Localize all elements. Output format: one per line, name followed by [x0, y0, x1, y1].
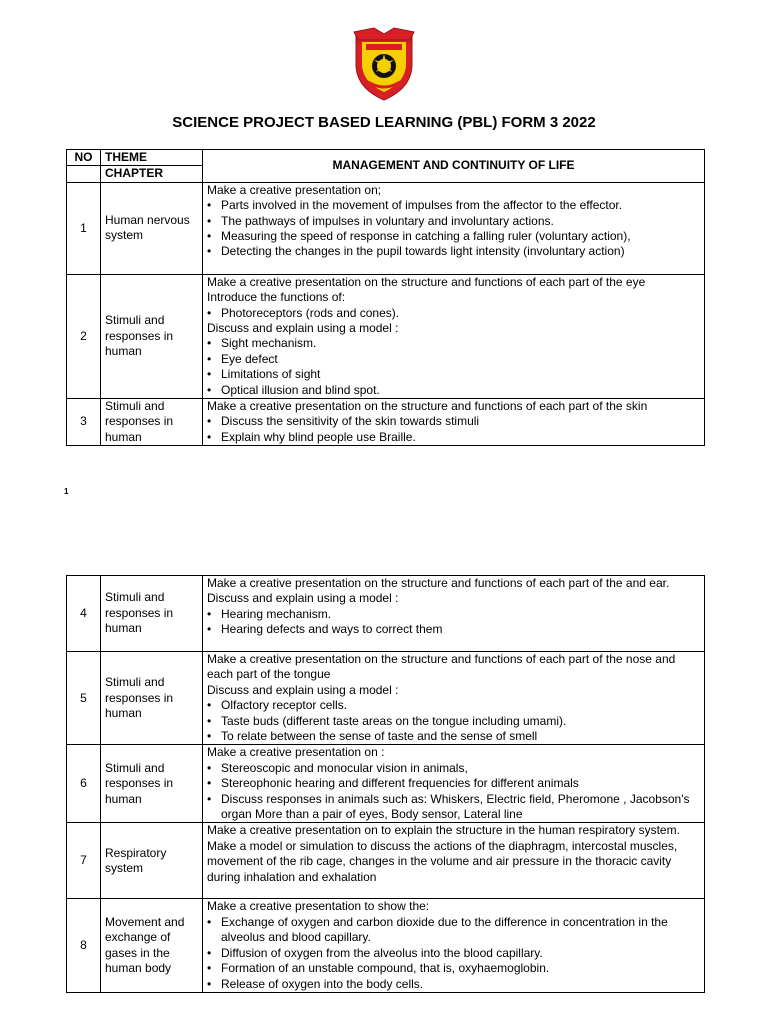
bullet-item: • Hearing mechanism. [207, 607, 701, 622]
bullet-item: • Explain why blind people use Braille. [207, 430, 701, 445]
bullet-item: • Release of oxygen into the body cells. [207, 977, 701, 992]
row-number: 4 [67, 576, 101, 652]
table-body [67, 150, 705, 446]
chapter-cell: Stimuli and responses in human [101, 745, 203, 823]
instruction-text: Introduce the functions of: [207, 290, 346, 305]
chapter-cell: Human nervous system [101, 182, 203, 274]
bullet-list [207, 698, 701, 744]
instruction-text: Make a model or simulation to discuss the actions of the diaphragm, intercostal muscles, movement of the rib cage, changes in the volume and air pressure in the thoracic cavity during inhalation and exhalation [207, 838, 678, 884]
row-number: 3 [67, 399, 101, 446]
bullet-item: • Hearing defects and ways to correct them [207, 622, 701, 637]
header-row [67, 150, 705, 166]
instruction-text: Make a creative presentation on the structure and functions of each part of the and ear. [207, 576, 670, 590]
header-blank [67, 166, 101, 182]
chapter-cell: Respiratory system [101, 823, 203, 899]
school-crest-logo [352, 26, 416, 102]
bullet-list [207, 306, 701, 321]
chapter-cell: Stimuli and responses in human [101, 399, 203, 446]
bullet-list [207, 198, 701, 260]
bullet-list [207, 414, 701, 445]
page-number: 1 [64, 487, 69, 496]
bullet-item: • Measuring the speed of response in catching a falling ruler (voluntary action), [207, 229, 701, 244]
bullet-item: • Photoreceptors (rods and cones). [207, 306, 701, 321]
activity-cell [203, 652, 705, 745]
bullet-item: • Limitations of sight [207, 367, 701, 382]
bullet-list [207, 761, 701, 823]
bullet-item: • Diffusion of oxygen from the alveolus into the blood capillary. [207, 946, 701, 961]
header-main-theme: MANAGEMENT AND CONTINUITY OF LIFE [203, 150, 705, 183]
pbl-table-page-1 [66, 149, 705, 446]
instruction-text: Make a creative presentation on to explain the structure in the human respiratory system. [207, 823, 680, 838]
row-number: 8 [67, 899, 101, 992]
bullet-item: • Taste buds (different taste areas on the tongue including umami). [207, 714, 701, 729]
row-number: 6 [67, 745, 101, 823]
instruction-text: Discuss and explain using a model : [207, 321, 399, 336]
chapter-cell: Stimuli and responses in human [101, 576, 203, 652]
activity-cell [203, 576, 705, 652]
table-row [67, 182, 705, 274]
header-chapter: CHAPTER [101, 166, 203, 182]
instruction-text: Make a creative presentation to show the: [207, 899, 430, 914]
table-row [67, 745, 705, 823]
table-body [67, 576, 705, 993]
header-theme: THEME [101, 150, 203, 166]
table-row [67, 899, 705, 992]
bullet-item: • Detecting the changes in the pupil towards light intensity (involuntary action) [207, 244, 701, 259]
bullet-item: • Olfactory receptor cells. [207, 698, 701, 713]
bullet-item: • Optical illusion and blind spot. [207, 383, 701, 398]
row-number: 2 [67, 274, 101, 398]
instruction-text: Discuss and explain using a model : [207, 591, 399, 606]
table-row [67, 576, 705, 652]
bullet-item: • Stereophonic hearing and different frequencies for different animals [207, 776, 701, 791]
activity-cell [203, 745, 705, 823]
instruction-text: Make a creative presentation on the structure and functions of each part of the eye [207, 274, 646, 289]
row-number: 1 [67, 182, 101, 274]
table-row [67, 399, 705, 446]
activity-cell [203, 399, 705, 446]
row-number: 5 [67, 652, 101, 745]
bullet-item: • Sight mechanism. [207, 336, 701, 351]
chapter-cell: Stimuli and responses in human [101, 274, 203, 398]
chapter-cell: Movement and exchange of gases in the human body [101, 899, 203, 992]
header-no: NO [67, 150, 101, 166]
activity-cell [203, 274, 705, 398]
instruction-text: Discuss and explain using a model : [207, 682, 399, 697]
bullet-item: • Discuss responses in animals such as: Whiskers, Electric field, Pheromone , Jacobson's organ More than a pair of eyes, Body sensor, Lateral line [207, 792, 701, 823]
instruction-text: Make a creative presentation on; [207, 182, 382, 197]
bullet-item: • Parts involved in the movement of impulses from the affector to the effector. [207, 198, 701, 213]
activity-cell [203, 899, 705, 992]
bullet-item: • To relate between the sense of taste and the sense of smell [207, 729, 701, 744]
bullet-list [207, 915, 701, 992]
chapter-cell: Stimuli and responses in human [101, 652, 203, 745]
row-number: 7 [67, 823, 101, 899]
bullet-item: • The pathways of impulses in voluntary and involuntary actions. [207, 214, 701, 229]
bullet-item: • Eye defect [207, 352, 701, 367]
instruction-text: Make a creative presentation on : [207, 745, 385, 760]
activity-cell [203, 182, 705, 274]
document-title: SCIENCE PROJECT BASED LEARNING (PBL) FORM 3 2022 [172, 114, 596, 131]
bullet-list [207, 607, 701, 638]
bullet-item: • Discuss the sensitivity of the skin towards stimuli [207, 414, 701, 429]
table-row [67, 652, 705, 745]
table-row [67, 823, 705, 899]
bullet-list [207, 336, 701, 398]
activity-cell [203, 823, 705, 899]
bullet-item: • Exchange of oxygen and carbon dioxide due to the difference in concentration in the alveolus and blood capillary. [207, 915, 701, 946]
instruction-text: Make a creative presentation on the structure and functions of each part of the skin [207, 399, 648, 414]
bullet-item: • Stereoscopic and monocular vision in animals, [207, 761, 701, 776]
table-row [67, 274, 705, 398]
bullet-item: • Formation of an unstable compound, that is, oxyhaemoglobin. [207, 961, 701, 976]
instruction-text: Make a creative presentation on the structure and functions of each part of the nose and each part of the tongue [207, 652, 676, 682]
pbl-table-page-2 [66, 575, 705, 993]
